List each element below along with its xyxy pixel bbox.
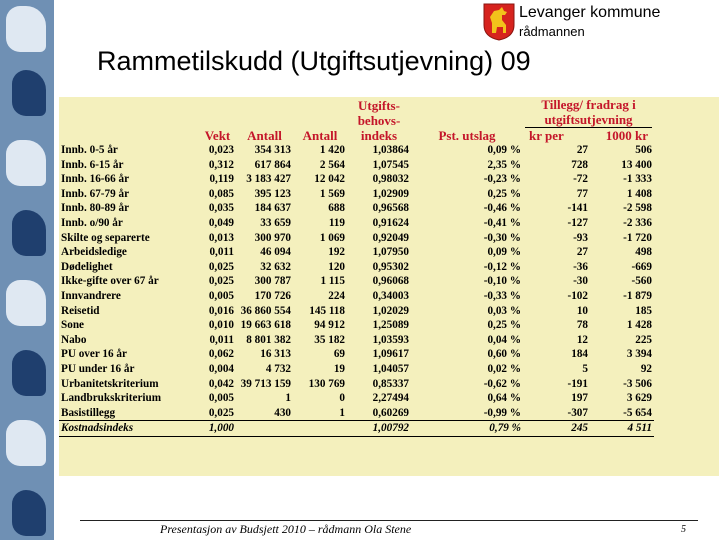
row-label: Innb. 16-66 år [61, 173, 130, 186]
cell-kr-1000: -3 506 [623, 377, 652, 390]
cell-antall-kommune: 94 912 [314, 319, 345, 332]
cell-kr-1000: 1 428 [626, 319, 652, 332]
cell-vekt: 0,025 [208, 260, 234, 273]
cell-indeks: 1,02029 [372, 304, 409, 317]
cell-vekt: 0,023 [208, 144, 234, 156]
cell-kr-per: 12 [576, 333, 588, 346]
table-row [59, 143, 654, 158]
cell-antall-kommune: 1 569 [319, 187, 345, 200]
col-header-tillegg [523, 97, 654, 143]
cell-kr-1000: -1 879 [623, 289, 652, 302]
col-header-vekt: Vekt [204, 128, 231, 143]
cell-antall-kommune: 120 [328, 260, 345, 273]
cell-kr-1000: -2 598 [623, 202, 652, 215]
cell-indeks: 0,96568 [372, 202, 409, 215]
cell-antall-kommune: 1 069 [319, 231, 345, 244]
cell-antall: 3 183 427 [246, 173, 291, 186]
row-label: Kostnadsindeks [59, 421, 199, 437]
cell-kr-1000: -5 654 [623, 406, 652, 419]
cell-kr-per: 728 [571, 158, 588, 171]
row-label: Arbeidsledige [61, 246, 127, 259]
table-row [59, 201, 654, 216]
cell-pst: 0,09 % [487, 144, 521, 156]
cell-pst: -0,23 % [483, 173, 521, 186]
table-row [59, 406, 654, 421]
heraldic-horse-icon [12, 490, 46, 536]
cell-kr-per: -102 [567, 289, 588, 302]
cell-kr-per: -191 [567, 377, 588, 390]
cell-indeks: 1,07545 [372, 158, 409, 171]
cell-pst: 0,04 % [487, 333, 521, 346]
cell-pst: -0,33 % [483, 289, 521, 302]
heraldic-horse-icon [12, 70, 46, 116]
cell-kr-per: -72 [573, 173, 588, 186]
cell-antall: 300 970 [254, 231, 291, 244]
cell-pst: 0,25 % [487, 187, 521, 200]
cell-kr-per: 5 [582, 362, 588, 375]
cell-antall-kommune: 130 769 [308, 377, 345, 390]
cell-kr-per: 184 [571, 348, 588, 361]
cell-antall-kommune: 224 [328, 289, 345, 302]
cell-antall: 1 [285, 392, 291, 405]
cell-vekt: 0,004 [208, 362, 234, 375]
cell-vekt: 0,049 [208, 216, 234, 229]
cell-kr-1000: 3 629 [626, 392, 652, 405]
org-department: rådmannen [519, 24, 585, 39]
cell-kr-per: 10 [576, 304, 588, 317]
header-label-cell [59, 97, 199, 143]
cell-antall: 36 860 554 [240, 304, 291, 317]
cell-antall: 46 094 [260, 246, 291, 259]
col-header-tillegg-line: Tillegg/ fradrag i [541, 97, 636, 112]
cell-kr-1000: 506 [635, 144, 652, 156]
cell-indeks: 1,07950 [372, 246, 409, 259]
cell-indeks: 0,95302 [372, 260, 409, 273]
cell-pst: -0,12 % [483, 260, 521, 273]
cell-kr-per: 197 [571, 392, 588, 405]
row-label: PU under 16 år [61, 362, 135, 375]
cell-kr-1000: -1 720 [623, 231, 652, 244]
table-row [59, 187, 654, 202]
table-row [59, 377, 654, 392]
cell-antall: 395 123 [254, 187, 291, 200]
cell-pst: -0,99 % [483, 406, 521, 419]
heraldic-horse-icon [6, 6, 46, 52]
table-row [59, 231, 654, 246]
row-label: Innb. 0-5 år [61, 144, 118, 156]
row-label: Reisetid [61, 304, 100, 317]
cell-pst: 0,79 % [411, 421, 523, 437]
row-label: Innb. 6-15 år [61, 158, 124, 171]
cell-indeks: 1,00792 [347, 421, 411, 437]
cell-antall: 8 801 382 [246, 333, 291, 346]
cell-vekt: 0,062 [208, 348, 234, 361]
cell-indeks: 0,98032 [372, 173, 409, 186]
cell-vekt: 1,000 [199, 421, 236, 437]
cell-indeks: 0,60269 [372, 406, 409, 419]
cell-kr-per: -93 [573, 231, 588, 244]
table-panel [59, 97, 719, 476]
table-row [59, 172, 654, 187]
cell-vekt: 0,011 [209, 333, 234, 346]
col-header-antall-kommune: Antall [302, 128, 338, 143]
cell-antall-kommune [293, 421, 347, 437]
decorative-side-strip [0, 0, 54, 540]
cell-pst: -0,10 % [483, 275, 521, 288]
cell-pst: 0,64 % [487, 392, 521, 405]
row-label: Urbanitetskriterium [61, 377, 159, 390]
table-row [59, 333, 654, 348]
page-title: Rammetilskudd (Utgiftsutjevning) 09 [97, 46, 531, 76]
cell-pst: 0,03 % [487, 304, 521, 317]
cell-antall-kommune: 1 420 [319, 144, 345, 156]
cell-kr-per: -30 [573, 275, 588, 288]
cell-indeks: 1,02909 [372, 187, 409, 200]
cell-pst: 0,02 % [487, 362, 521, 375]
col-header-indeks-line: behovs- [357, 113, 401, 128]
cell-antall-kommune: 1 115 [320, 275, 345, 288]
cell-antall-kommune: 2 564 [319, 158, 345, 171]
row-label: Sone [61, 319, 85, 332]
cell-kr-1000: -1 333 [623, 173, 652, 186]
table-row [59, 274, 654, 289]
cell-antall-kommune: 0 [339, 392, 345, 405]
cell-antall: 354 313 [254, 144, 291, 156]
cell-kr-1000: 3 394 [626, 348, 652, 361]
cell-pst: 0,60 % [487, 348, 521, 361]
cell-vekt: 0,005 [208, 392, 234, 405]
row-label: Skilte og separerte [61, 231, 150, 244]
cell-kr-1000: -560 [631, 275, 652, 288]
cell-indeks: 1,04057 [372, 362, 409, 375]
row-label: Innb. 80-89 år [61, 202, 130, 215]
cell-vekt: 0,085 [208, 187, 234, 200]
cell-kr-1000: 225 [635, 333, 652, 346]
org-name: Levanger kommune [519, 4, 661, 21]
row-label: Innvandrere [61, 289, 121, 302]
cell-kr-1000: 4 511 [590, 421, 654, 437]
cell-antall: 16 313 [260, 348, 291, 361]
cell-kr-1000: 498 [635, 246, 652, 259]
col-header-kr-per: kr per [529, 128, 564, 143]
col-header-antall: Antall [247, 128, 282, 143]
cell-pst: -0,46 % [483, 202, 521, 215]
cell-vekt: 0,025 [208, 406, 234, 419]
cell-antall: 33 659 [260, 216, 291, 229]
municipal-crest-icon [483, 3, 515, 41]
cell-indeks: 0,34003 [372, 289, 409, 302]
cell-antall-kommune: 19 [333, 362, 345, 375]
cell-antall-kommune: 1 [339, 406, 345, 419]
cell-kr-1000: -669 [631, 260, 652, 273]
col-header-indeks [347, 97, 411, 143]
cell-kr-1000: 92 [640, 362, 652, 375]
footer-text: Presentasjon av Budsjett 2010 – rådmann Ola Stene [160, 522, 412, 536]
cell-vekt: 0,010 [208, 319, 234, 332]
cell-vekt: 0,035 [208, 202, 234, 215]
cell-antall-kommune: 119 [328, 216, 345, 229]
data-table [59, 97, 654, 437]
cell-antall: 430 [274, 406, 291, 419]
cell-kr-per: 78 [576, 319, 588, 332]
cell-antall: 19 663 618 [240, 319, 291, 332]
heraldic-horse-icon [6, 420, 46, 466]
cell-antall-kommune: 192 [328, 246, 345, 259]
table-row [59, 318, 654, 333]
cell-antall-kommune: 12 042 [314, 173, 345, 186]
row-label: Ikke-gifte over 67 år [61, 275, 159, 288]
cell-antall: 184 637 [254, 202, 291, 215]
cell-antall: 32 632 [260, 260, 291, 273]
cell-kr-per: 27 [576, 144, 588, 156]
col-header-tillegg-line: utgiftsutjevning [525, 112, 652, 128]
cell-pst: -0,41 % [483, 216, 521, 229]
heraldic-horse-icon [6, 140, 46, 186]
table-row [59, 304, 654, 319]
col-header-kr-1000: 1000 kr [605, 128, 648, 143]
cell-pst: 0,25 % [487, 319, 521, 332]
cell-kr-per: 77 [576, 187, 588, 200]
table-row [59, 362, 654, 377]
cell-indeks: 1,25089 [372, 319, 409, 332]
cell-vekt: 0,025 [208, 275, 234, 288]
row-label: Innb. o/90 år [61, 216, 123, 229]
cell-kr-per: -307 [567, 406, 588, 419]
col-header-pst: Pst. utslag [438, 128, 496, 143]
table-row [59, 245, 654, 260]
row-label: Dødelighet [61, 260, 113, 273]
cell-pst: -0,62 % [483, 377, 521, 390]
cell-indeks: 2,27494 [372, 392, 409, 405]
cell-antall-kommune: 145 118 [309, 304, 345, 317]
row-label: Innb. 67-79 år [61, 187, 130, 200]
col-header-subheaders [525, 128, 652, 143]
row-label: Landbrukskriterium [61, 392, 162, 405]
table-row [59, 347, 654, 362]
cell-kr-1000: 13 400 [621, 158, 652, 171]
cell-antall: 300 787 [254, 275, 291, 288]
cell-pst: 0,09 % [487, 246, 521, 259]
table-row [59, 391, 654, 406]
cell-antall-kommune: 35 182 [314, 333, 345, 346]
cell-kr-per: 245 [523, 421, 590, 437]
cell-pst: -0,30 % [483, 231, 521, 244]
page-number: 5 [681, 524, 686, 535]
cell-kr-1000: 1 408 [626, 187, 652, 200]
table-row [59, 260, 654, 275]
cell-kr-1000: -2 336 [623, 216, 652, 229]
cell-antall: 39 713 159 [240, 377, 291, 390]
table-row [59, 421, 654, 437]
cell-indeks: 0,85337 [372, 377, 409, 390]
cell-kr-per: 27 [576, 246, 588, 259]
cell-indeks: 1,03593 [372, 333, 409, 346]
cell-vekt: 0,119 [209, 173, 234, 186]
cell-indeks: 1,03864 [372, 144, 409, 156]
table-row [59, 289, 654, 304]
table-row [59, 158, 654, 173]
cell-vekt: 0,011 [209, 246, 234, 259]
cell-kr-per: -127 [567, 216, 588, 229]
cell-kr-per: -141 [567, 202, 588, 215]
cell-antall: 4 732 [265, 362, 291, 375]
cell-antall [236, 421, 293, 437]
cell-vekt: 0,005 [208, 289, 234, 302]
cell-pst: 2,35 % [487, 158, 521, 171]
col-header-indeks-line: indeks [360, 128, 398, 143]
cell-indeks: 1,09617 [372, 348, 409, 361]
cell-indeks: 0,91624 [372, 216, 409, 229]
table-row [59, 216, 654, 231]
cell-antall-kommune: 69 [333, 348, 345, 361]
table-header-row [59, 97, 654, 143]
cell-vekt: 0,016 [208, 304, 234, 317]
row-label: PU over 16 år [61, 348, 127, 361]
heraldic-horse-icon [12, 210, 46, 256]
cell-indeks: 0,92049 [372, 231, 409, 244]
heraldic-horse-icon [6, 280, 46, 326]
heraldic-horse-icon [12, 350, 46, 396]
cell-antall: 170 726 [254, 289, 291, 302]
cell-vekt: 0,312 [208, 158, 234, 171]
cell-kr-per: -36 [573, 260, 588, 273]
row-label: Basistillegg [61, 406, 116, 419]
col-header-indeks-line: Utgifts- [358, 98, 400, 113]
footer-divider [80, 520, 698, 521]
cell-vekt: 0,042 [208, 377, 234, 390]
cell-vekt: 0,013 [208, 231, 234, 244]
cell-kr-1000: 185 [635, 304, 652, 317]
row-label: Nabo [61, 333, 87, 346]
cell-antall: 617 864 [254, 158, 291, 171]
cell-indeks: 0,96068 [372, 275, 409, 288]
cell-antall-kommune: 688 [328, 202, 345, 215]
